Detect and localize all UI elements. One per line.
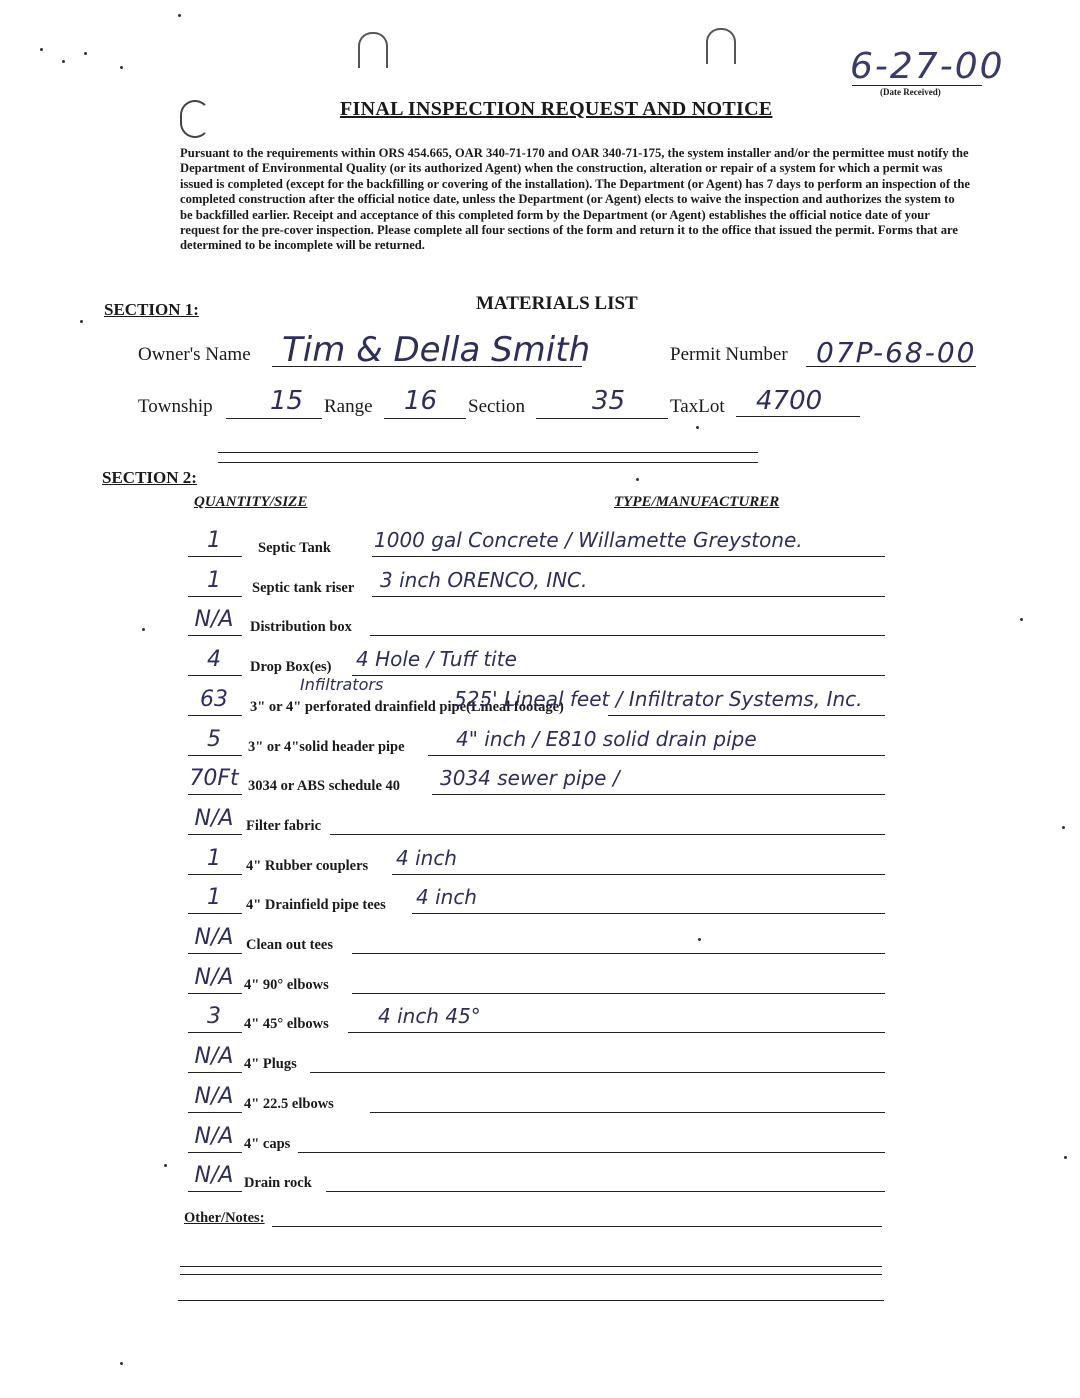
quantity-value[interactable]: N/A [194, 925, 234, 950]
owner-name-value[interactable]: Tim & Della Smith [282, 330, 591, 370]
type-manufacturer-value[interactable]: 525' Lineal feet / Infiltrator Systems, Inc. [454, 686, 863, 711]
permit-number-value[interactable]: 07P-68-00 [816, 336, 977, 369]
table-row [180, 806, 885, 840]
table-row [180, 965, 885, 999]
item-label: 4" 45° elbows [244, 1016, 329, 1033]
item-label: 4" Rubber couplers [246, 857, 369, 874]
quantity-line [188, 953, 242, 954]
item-line [608, 715, 885, 716]
type-manufacturer-value[interactable]: 4 inch [396, 845, 457, 870]
table-row [180, 727, 885, 761]
section-value[interactable]: 35 [592, 386, 626, 416]
item-label: Filter fabric [246, 817, 322, 834]
table-row [180, 607, 885, 641]
table-row [180, 1124, 885, 1158]
type-manufacturer-value[interactable]: 4 Hole / Tuff tite [356, 647, 517, 672]
item-line [348, 1032, 885, 1033]
item-line [372, 556, 885, 557]
item-label: 4" Drainfield pipe tees [246, 897, 386, 914]
date-received-line [852, 85, 982, 86]
other-notes-label: Other/Notes: [184, 1210, 265, 1226]
item-label: Septic tank riser [252, 579, 355, 596]
item-line [298, 1152, 885, 1153]
quantity-value[interactable]: 3 [207, 1004, 221, 1030]
quantity-line [188, 874, 242, 875]
section-label: Section [468, 396, 525, 417]
table-row [180, 674, 885, 721]
quantity-line [188, 715, 242, 716]
quantity-value[interactable]: N/A [194, 1044, 234, 1070]
item-line [370, 1112, 885, 1113]
blank-line [218, 452, 758, 453]
quantity-line [188, 675, 242, 676]
quantity-line [188, 993, 242, 994]
quantity-line [188, 1112, 242, 1113]
item-label: 3" or 4" perforated drainfield pipe(Lineal footage) [250, 698, 564, 715]
quantity-size-header: QUANTITY/SIZE [194, 494, 308, 510]
quantity-value[interactable]: 1 [207, 567, 221, 593]
quantity-line [188, 1191, 242, 1192]
item-line [352, 675, 885, 676]
materials-list-title: MATERIALS LIST [476, 293, 638, 314]
item-label: Drop Box(es) [250, 659, 332, 676]
range-line [384, 418, 466, 419]
quantity-value[interactable]: N/A [194, 1123, 234, 1149]
quantity-value[interactable]: 4 [207, 647, 221, 673]
punch-hole-mark [180, 100, 210, 138]
quantity-value[interactable]: N/A [194, 805, 234, 831]
range-label: Range [324, 396, 373, 417]
section-2-heading: SECTION 2: [102, 468, 197, 487]
quantity-line [188, 1072, 242, 1073]
notes-line [180, 1266, 882, 1267]
type-manufacturer-value[interactable]: 3 inch ORENCO, INC. [380, 567, 588, 592]
punch-hole-mark [706, 28, 736, 64]
table-row [180, 925, 885, 959]
quantity-line [188, 1032, 242, 1033]
item-line [310, 1072, 885, 1073]
form-title: FINAL INSPECTION REQUEST AND NOTICE [340, 98, 773, 120]
item-label: 4" 90° elbows [244, 976, 329, 993]
table-row [180, 1004, 885, 1038]
taxlot-value[interactable]: 4700 [756, 386, 823, 416]
item-label: 3" or 4"solid header pipe [248, 738, 405, 755]
item-label: 3034 or ABS schedule 40 [248, 778, 401, 795]
table-row [180, 846, 885, 880]
quantity-value[interactable]: N/A [194, 1163, 234, 1189]
item-label: Clean out tees [246, 937, 333, 953]
quantity-value[interactable]: 1 [207, 845, 221, 871]
item-line [428, 755, 885, 756]
table-row [180, 766, 885, 800]
quantity-line [188, 794, 242, 795]
type-manufacturer-value[interactable]: 3034 sewer pipe / [440, 766, 620, 791]
quantity-value[interactable]: 1 [207, 528, 221, 553]
item-label: Septic Tank [258, 540, 331, 556]
type-manufacturer-value[interactable]: 4" inch / E810 solid drain pipe [456, 726, 757, 751]
quantity-line [188, 556, 242, 557]
quantity-value[interactable]: N/A [194, 964, 234, 990]
type-manufacturer-value[interactable]: 1000 gal Concrete / Willamette Greystone. [374, 528, 803, 552]
blank-line [218, 462, 758, 463]
item-label: 4" Plugs [244, 1056, 297, 1073]
taxlot-line [736, 416, 860, 417]
item-line [392, 874, 885, 875]
item-label: 4" caps [244, 1135, 291, 1152]
table-row [180, 528, 885, 562]
item-line [326, 1191, 885, 1192]
type-manufacturer-value[interactable]: 4 inch [416, 885, 477, 910]
item-line [330, 834, 885, 835]
township-value[interactable]: 15 [270, 386, 304, 416]
section-1-heading: SECTION 1: [104, 300, 199, 319]
quantity-line [188, 596, 242, 597]
type-manufacturer-value[interactable]: 4 inch 45° [378, 1004, 481, 1029]
township-label: Township [138, 396, 213, 417]
intro-paragraph: Pursuant to the requirements within ORS 454.665, OAR 340-71-170 and OAR 340-71-175, the system installer and/or the permittee must notify the Department of Environmental Quality (or its authorized Agent) when the construction, alteration or repair of a system for which a permit was issued is completed (except for the backfilling or covering of the installation). The Department (or Agent) has 7 days to perform an inspection of the completed construction after the official notice date, unless the Department (or Agent) elects to waive the inspection and authorizes the system to be backfilled earlier. Receipt and acceptance of this completed form by the Department (or Agent) establishes the official notice date of your request for the pre-cover inspection. Please complete all four sections of the form and return it to the office that issued the permit. Forms that are determined to be incomplete will be returned. [180, 146, 970, 253]
quantity-value[interactable]: N/A [194, 607, 234, 633]
table-row [180, 885, 885, 919]
quantity-value[interactable]: 1 [207, 885, 221, 911]
item-label: 4" 22.5 elbows [244, 1095, 334, 1112]
quantity-value[interactable]: 63 [200, 686, 228, 712]
quantity-line [188, 834, 242, 835]
taxlot-label: TaxLot [670, 396, 725, 417]
owner-name-label: Owner's Name [138, 344, 251, 365]
quantity-line [188, 1152, 242, 1153]
section-line [536, 418, 668, 419]
quantity-value[interactable]: 70Ft [189, 766, 239, 792]
notes-line [178, 1300, 884, 1301]
item-line [352, 953, 885, 954]
table-row [180, 568, 885, 602]
quantity-line [188, 913, 242, 914]
handwritten-annotation: Infiltrators [300, 674, 384, 694]
item-label: Distribution box [250, 619, 352, 636]
table-row [180, 1084, 885, 1118]
range-value[interactable]: 16 [404, 386, 438, 416]
table-row [180, 1163, 885, 1197]
punch-hole-mark [358, 32, 388, 68]
township-line [226, 418, 322, 419]
date-received-caption: (Date Received) [880, 87, 941, 97]
item-label: Drain rock [244, 1175, 312, 1192]
quantity-value[interactable]: N/A [194, 1083, 234, 1109]
quantity-line [188, 755, 242, 756]
table-row [180, 647, 885, 681]
item-line [412, 913, 885, 914]
permit-number-label: Permit Number [670, 344, 788, 365]
table-row [180, 1044, 885, 1078]
item-line [370, 635, 885, 636]
notes-line [180, 1274, 882, 1275]
notes-line [272, 1226, 882, 1227]
item-line [372, 596, 885, 597]
item-line [432, 794, 885, 795]
type-manufacturer-header: TYPE/MANUFACTURER [614, 494, 780, 510]
date-received-value: 6-27-00 [850, 46, 1005, 87]
quantity-value[interactable]: 5 [207, 726, 221, 752]
item-line [352, 993, 885, 994]
quantity-line [188, 635, 242, 636]
